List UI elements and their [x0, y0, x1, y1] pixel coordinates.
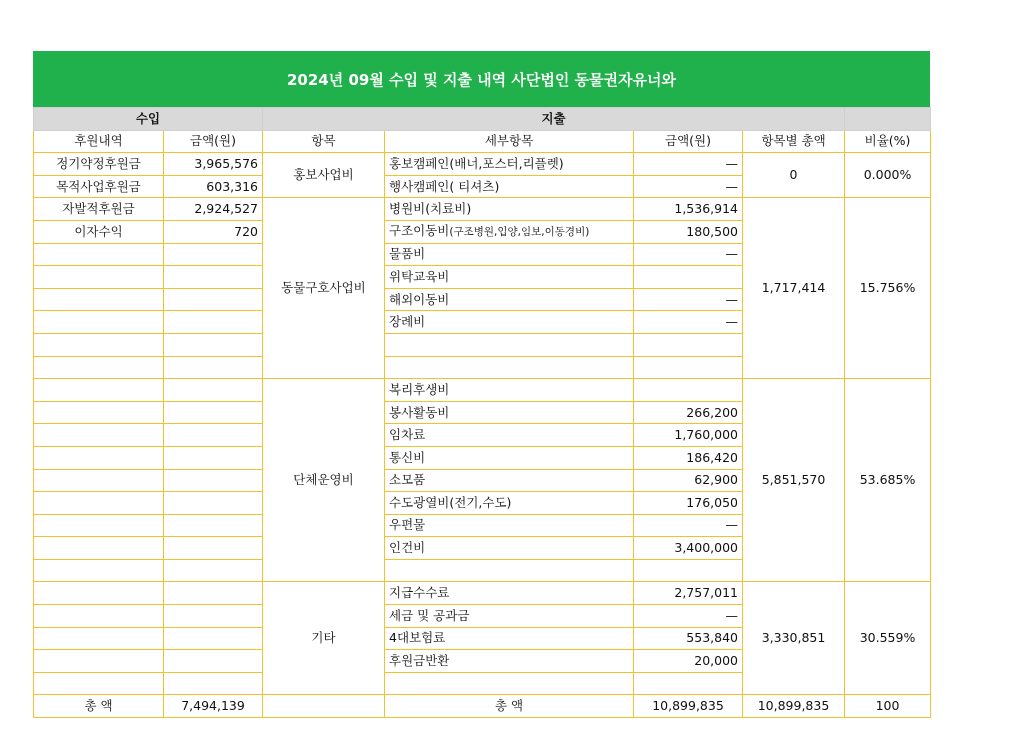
expense-total-value: 10,899,835 [634, 695, 743, 718]
income-amount-cell [164, 424, 263, 447]
subcategory-cell [385, 537, 634, 560]
income-amount-cell [164, 379, 263, 402]
subcategory-cell [385, 650, 634, 673]
expense-amount-cell: — [634, 311, 743, 334]
subcategory-cell [385, 356, 634, 379]
income-amount-cell [164, 288, 263, 311]
subcategory-label: 물품비 [389, 246, 426, 262]
expense-amount-cell: 266,200 [634, 401, 743, 424]
subcategory-label: 홍보캠페인(배너,포스터,리플렛) [389, 155, 564, 171]
expense-amount-cell: 1,760,000 [634, 424, 743, 447]
category-total-cell: 0 [743, 153, 845, 198]
income-header: 수입 [34, 108, 263, 131]
expense-amount-cell: 62,900 [634, 469, 743, 492]
category-ratio-cell: 30.559% [845, 582, 931, 695]
subcategory-cell [385, 266, 634, 289]
subcategory-cell [385, 379, 634, 402]
income-label-cell [34, 379, 164, 402]
income-amount-cell [164, 582, 263, 605]
subcategory-label: 인건비 [389, 540, 426, 556]
income-label-cell [34, 605, 164, 628]
income-amount-cell [164, 492, 263, 515]
subcategory-cell [385, 288, 634, 311]
income-label-cell [34, 514, 164, 537]
income-label-cell [34, 401, 164, 424]
expense-amount-cell: 553,840 [634, 627, 743, 650]
income-label-cell [34, 424, 164, 447]
income-label-cell [34, 672, 164, 695]
expense-amount-cell: — [634, 288, 743, 311]
category-total-cell: 3,330,851 [743, 582, 845, 695]
donation-type-header: 후원내역 [34, 130, 164, 153]
subcategory-label: 우편물 [389, 517, 426, 533]
subcategory-label: 봉사활동비 [389, 404, 450, 420]
subcategory-label: 통신비 [389, 449, 426, 465]
subcategory-label: 후원금반환 [389, 653, 450, 669]
income-label-cell [34, 537, 164, 560]
income-amount-cell [164, 401, 263, 424]
income-amount-cell [164, 243, 263, 266]
ratio-header: 비율(%) [845, 130, 931, 153]
expense-amount-cell: 186,420 [634, 446, 743, 469]
income-amount-cell [164, 559, 263, 582]
category-name-cell: 기타 [263, 582, 385, 695]
subcategory-cell [385, 153, 634, 176]
income-label-cell [34, 627, 164, 650]
income-amount-cell: 3,965,576 [164, 153, 263, 176]
expense-amount-cell [634, 379, 743, 402]
subcategory-cell [385, 605, 634, 628]
expense-amount-cell: — [634, 243, 743, 266]
subcategory-note: (구조병원,입양,임보,이동경비) [449, 226, 590, 239]
subcategory-cell [385, 333, 634, 356]
expense-amount-cell: — [634, 514, 743, 537]
expense-amount-header: 금액(원) [634, 130, 743, 153]
subcategory-cell [385, 469, 634, 492]
income-label-cell [34, 356, 164, 379]
section-header-row [34, 108, 931, 131]
income-label-cell: 목적사업후원금 [34, 175, 164, 198]
expense-amount-cell: — [634, 175, 743, 198]
expense-amount-cell: 3,400,000 [634, 537, 743, 560]
subcategory-cell [385, 175, 634, 198]
subcategory-label: 임차료 [389, 427, 426, 443]
income-label-cell [34, 446, 164, 469]
subcategory-cell [385, 220, 634, 243]
table-row [34, 198, 931, 221]
category-total-cell: 5,851,570 [743, 379, 845, 582]
category-ratio-cell: 53.685% [845, 379, 931, 582]
expense-total-label: 총 액 [385, 695, 634, 718]
category-ratio-cell: 15.756% [845, 198, 931, 379]
table-row [34, 379, 931, 402]
table-row [34, 582, 931, 605]
category-name-cell: 홍보사업비 [263, 153, 385, 198]
income-total-value: 7,494,139 [164, 695, 263, 718]
income-amount-cell [164, 537, 263, 560]
subcategory-cell [385, 198, 634, 221]
subcategory-cell [385, 514, 634, 537]
income-label-cell [34, 650, 164, 673]
category-total-header: 항목별 총액 [743, 130, 845, 153]
income-label-cell [34, 469, 164, 492]
income-label-cell: 자발적후원금 [34, 198, 164, 221]
subcategory-label: 4대보험료 [389, 630, 446, 646]
expense-amount-cell: 176,050 [634, 492, 743, 515]
expense-amount-cell [634, 672, 743, 695]
income-label-cell [34, 333, 164, 356]
income-amount-cell [164, 627, 263, 650]
expense-amount-cell [634, 333, 743, 356]
ratio-total: 100 [845, 695, 931, 718]
subcategory-label: 구조이동비 [389, 223, 450, 239]
column-header-row [34, 130, 931, 153]
income-label-cell [34, 582, 164, 605]
income-label-cell: 정기약정후원금 [34, 153, 164, 176]
income-label-cell [34, 559, 164, 582]
subcategory-cell [385, 446, 634, 469]
subcategory-header: 세부항목 [385, 130, 634, 153]
income-amount-cell [164, 672, 263, 695]
category-total-cell: 1,717,414 [743, 198, 845, 379]
expense-amount-cell [634, 266, 743, 289]
income-amount-cell [164, 469, 263, 492]
subcategory-label: 세금 및 공과금 [389, 607, 470, 623]
category-name-cell: 동물구호사업비 [263, 198, 385, 379]
subcategory-cell [385, 311, 634, 334]
totals-row [34, 695, 931, 718]
subcategory-label: 병원비(치료비) [389, 201, 472, 217]
income-amount-header: 금액(원) [164, 130, 263, 153]
income-amount-cell [164, 650, 263, 673]
subcategory-cell [385, 627, 634, 650]
income-total-label: 총 액 [34, 695, 164, 718]
income-label-cell [34, 243, 164, 266]
blank-header [845, 108, 931, 131]
subcategory-cell [385, 401, 634, 424]
income-amount-cell [164, 266, 263, 289]
expense-amount-cell [634, 356, 743, 379]
income-amount-cell: 720 [164, 220, 263, 243]
category-name-cell: 단체운영비 [263, 379, 385, 582]
subcategory-cell [385, 582, 634, 605]
expense-amount-cell: 1,536,914 [634, 198, 743, 221]
income-amount-cell [164, 446, 263, 469]
expense-amount-cell: 2,757,011 [634, 582, 743, 605]
subcategory-label: 소모품 [389, 472, 426, 488]
subcategory-label: 수도광열비(전기,수도) [389, 494, 512, 510]
financial-report-table [33, 107, 931, 718]
income-amount-cell: 2,924,527 [164, 198, 263, 221]
subcategory-label: 행사캠페인( 티셔츠) [389, 178, 500, 194]
income-amount-cell [164, 514, 263, 537]
report-title: 2024년 09월 수입 및 지출 내역 사단법인 동물권자유너와 [33, 51, 930, 107]
income-amount-cell [164, 605, 263, 628]
expense-amount-cell: — [634, 153, 743, 176]
subcategory-label: 해외이동비 [389, 291, 450, 307]
subcategory-label: 복리후생비 [389, 381, 450, 397]
income-amount-cell [164, 333, 263, 356]
subcategory-label: 지급수수료 [389, 585, 450, 601]
subcategory-cell [385, 243, 634, 266]
income-label-cell: 이자수익 [34, 220, 164, 243]
subcategory-label: 장례비 [389, 314, 426, 330]
expense-amount-cell: — [634, 605, 743, 628]
income-label-cell [34, 266, 164, 289]
expense-amount-cell [634, 559, 743, 582]
income-label-cell [34, 492, 164, 515]
category-header: 항목 [263, 130, 385, 153]
subcategory-cell [385, 672, 634, 695]
income-amount-cell [164, 356, 263, 379]
expense-amount-cell: 20,000 [634, 650, 743, 673]
income-amount-cell: 603,316 [164, 175, 263, 198]
table-row [34, 153, 931, 176]
subcategory-cell [385, 492, 634, 515]
category-total-sum: 10,899,835 [743, 695, 845, 718]
subcategory-cell [385, 559, 634, 582]
blank-total-cell [263, 695, 385, 718]
category-ratio-cell: 0.000% [845, 153, 931, 198]
expense-header: 지출 [263, 108, 845, 131]
subcategory-label: 위탁교육비 [389, 268, 450, 284]
income-amount-cell [164, 311, 263, 334]
income-label-cell [34, 288, 164, 311]
subcategory-cell [385, 424, 634, 447]
income-label-cell [34, 311, 164, 334]
expense-amount-cell: 180,500 [634, 220, 743, 243]
